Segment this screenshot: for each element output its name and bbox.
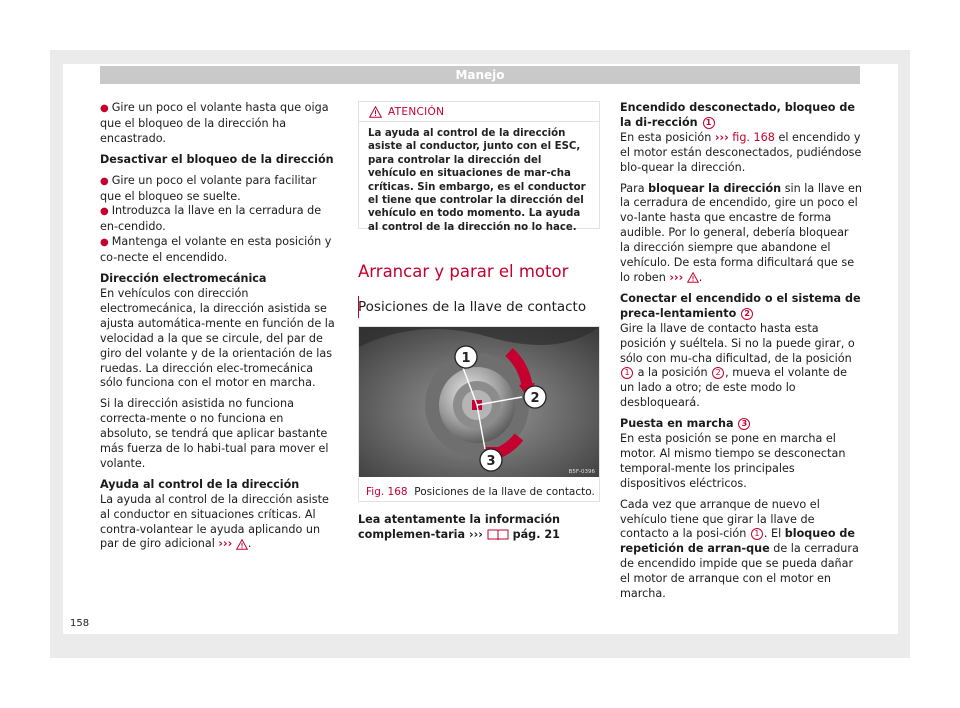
paragraph: ● Gire un poco el volante hasta que oiga que el bloqueo de la dirección ha encastrado. (100, 101, 329, 145)
section-subtitle: Posiciones de la llave de contacto (358, 299, 587, 315)
bullet-icon: ● (100, 206, 109, 218)
paragraph: En esta posición ››› fig. 168 el encendido y el motor están desconectados, pudiéndose blo-quear la dirección. (620, 130, 862, 174)
heading-ayuda: Ayuda al control de la dirección (100, 477, 300, 491)
heading-desactivar: Desactivar el bloqueo de la dirección (100, 152, 334, 166)
page-number: 158 (70, 618, 90, 629)
paragraph: En esta posición se pone en marcha el motor. Al mismo tiempo se desconectan temporal-mente los principales dispositivos eléctricos. (620, 432, 846, 490)
list-item: ● Introduzca la llave en la cerradura de en-cendido. (100, 204, 322, 234)
bullet-icon: ● (100, 237, 109, 249)
paragraph: Cada vez que arranque de nuevo el vehículo tiene que girar la llave de contacto a la posi-ción 1 . El bloqueo de repetición de arran-que de la cerradura de encendido impide que se pueda dañar el motor de arranque con el motor en marcha. (620, 497, 859, 601)
warning-triangle-icon[interactable] (687, 272, 699, 283)
position-badge: 2 (741, 308, 753, 320)
paragraph: Si la dirección asistida no funciona correcta-mente o no funciona en absoluto, se tendrá que aplicar bastante más fuerza de lo habi-tual para mover el volante. (100, 397, 329, 470)
column-right (620, 101, 862, 608)
heading-direccion: Dirección electromecánica (100, 272, 267, 286)
warning-triangle-icon[interactable] (236, 539, 248, 550)
position-1-label: 1 (461, 351, 471, 366)
warning-box (358, 101, 600, 233)
warning-triangle-icon (369, 106, 382, 118)
cross-ref-arrows[interactable]: ››› (714, 130, 729, 144)
position-badge: 1 (703, 117, 715, 129)
position-badge: 2 (712, 367, 724, 379)
position-badge: 1 (751, 528, 763, 540)
position-2-label: 2 (530, 391, 540, 406)
heading-conectar-encendido: Conectar el encendido o el sistema de preca-lentamiento 2 (620, 291, 861, 320)
position-badge: 1 (621, 367, 633, 379)
page-reference[interactable]: pág. 21 (512, 527, 560, 541)
heading-puesta-en-marcha: Puesta en marcha 3 (620, 417, 862, 432)
figure-box (358, 326, 600, 502)
book-icon[interactable] (487, 528, 509, 541)
bullet-icon: ● (100, 103, 109, 114)
more-info-note: Lea atentamente la información complemen-taria ››› pág. 21 (358, 513, 561, 541)
section-title: Arrancar y parar el motor (358, 262, 569, 281)
heading-encendido-desconectado: Encendido desconectado, bloqueo de la di-rección 1 (620, 101, 855, 129)
list-item: ● Mantenga el volante en esta posición y co-necte el encendido. (100, 235, 332, 265)
cross-ref-arrows[interactable]: ››› (218, 537, 233, 551)
bullet-icon: ● (100, 175, 109, 187)
paragraph: Gire la llave de contacto hasta esta posición y suéltela. Si no la puede girar, o sólo con mu-cha dificultad, de la posición 1 a la posición 2 , mueva el volante de un lado a otro; de este modo lo desbloqueará. (620, 321, 855, 410)
figure-link[interactable]: fig. 168 (732, 130, 775, 144)
chapter-title: Manejo (455, 68, 505, 82)
figure-label: Fig. 168 (366, 486, 408, 498)
figure-code: B5F-0396 (568, 469, 595, 475)
paragraph: Para bloquear la dirección sin la llave en la cerradura de encendido, gire un poco el vo-lante hasta que encastre de forma audible. Por lo general, debería bloquear la dirección siempre que abandone el vehículo. De esta forma dificultará que se lo roben ››› . (620, 181, 862, 284)
warning-title: ATENCIÓN (388, 105, 445, 118)
cross-ref-arrows[interactable]: ››› (468, 527, 483, 541)
column-left (100, 101, 338, 558)
figure-caption: Fig. 168 Posiciones de la llave de contacto. (366, 486, 595, 498)
warning-header (359, 102, 599, 122)
position-badge: 3 (738, 418, 750, 430)
ignition-key-illustration (359, 327, 599, 477)
paragraph: La ayuda al control de la dirección asiste al conductor en situaciones críticas. Al contra-volantear le ayuda aplicando un par de giro adicional ››› . (100, 492, 329, 551)
cross-ref-arrows[interactable]: ››› (669, 270, 684, 284)
warning-text: La ayuda al control de la dirección asiste al conductor, junto con el ESC, para controlar la dirección del vehículo en situaciones de mar-cha críticas. Sin embargo, es el conductor el tiene que controlar la dirección del vehículo en todo momento. La ayuda al control de la dirección no lo hace. (368, 128, 586, 233)
list-item: ● Gire un poco el volante para facilitar que el bloqueo se suelte. (100, 173, 317, 203)
paragraph: En vehículos con dirección electromecánica, la dirección asistida se ajusta automática-mente en función de la velocidad a la que se circule, del par de giro del volante y de la orientación de las ruedas. La dirección elec-tromecánica sólo funciona con el motor en marcha. (100, 286, 335, 390)
position-3-label: 3 (486, 454, 496, 469)
